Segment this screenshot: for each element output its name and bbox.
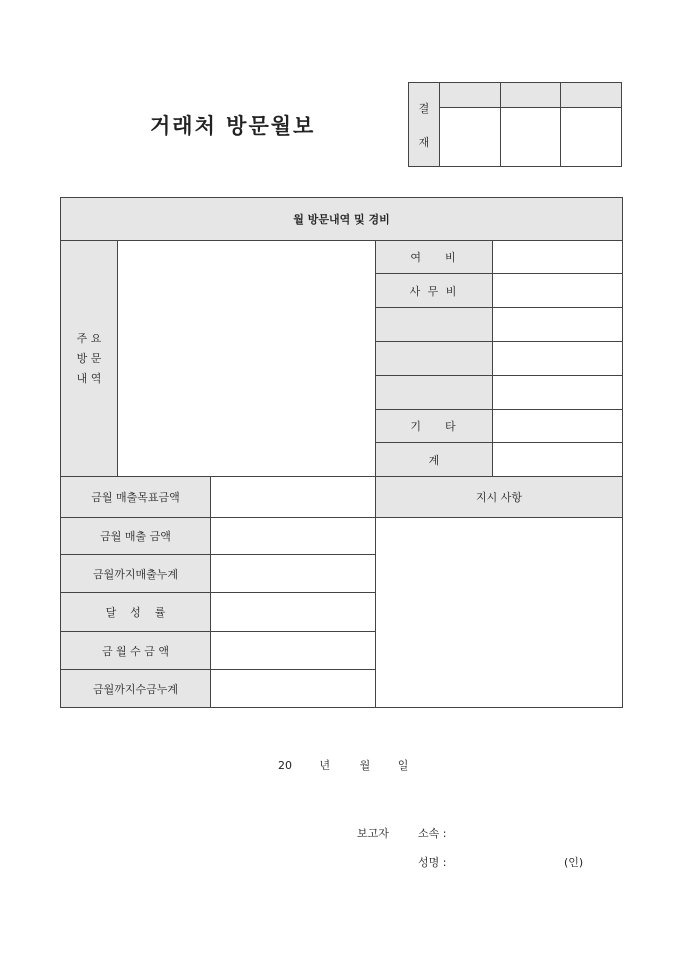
expense-value-blank-3[interactable] bbox=[493, 376, 623, 410]
instructions-label: 지시 사항 bbox=[376, 477, 623, 518]
approval-box bbox=[408, 82, 622, 167]
expense-value-total[interactable] bbox=[493, 443, 623, 477]
metric-value-sales-cumulative[interactable] bbox=[211, 555, 376, 593]
expense-value-travel[interactable] bbox=[493, 241, 623, 274]
expense-label-blank-2[interactable] bbox=[376, 342, 493, 376]
expense-label-blank-3[interactable] bbox=[376, 376, 493, 410]
visit-details-field[interactable] bbox=[118, 241, 376, 477]
metric-value-sales[interactable] bbox=[211, 518, 376, 555]
expense-value-office[interactable] bbox=[493, 274, 623, 308]
form-title: 거래처 방문월보 bbox=[150, 113, 316, 138]
name-label: 성명 : bbox=[418, 856, 447, 869]
approval-header-1 bbox=[439, 83, 500, 108]
expense-label-other: 기 타 bbox=[376, 410, 493, 443]
metric-label-sales-target: 금월 매출목표금액 bbox=[61, 477, 211, 518]
expense-value-blank-2[interactable] bbox=[493, 342, 623, 376]
metric-value-collection-cumulative[interactable] bbox=[211, 670, 376, 708]
instructions-field[interactable] bbox=[376, 518, 623, 708]
metric-value-sales-target[interactable] bbox=[211, 477, 376, 518]
approval-header-3 bbox=[561, 83, 622, 108]
metric-label-collection-cumulative: 금월까지수금누계 bbox=[61, 670, 211, 708]
approval-header-2 bbox=[500, 83, 561, 108]
section-title: 월 방문내역 및 경비 bbox=[61, 198, 623, 241]
expense-label-travel: 여 비 bbox=[376, 241, 493, 274]
report-date: 20 년 월 일 bbox=[278, 759, 409, 772]
expense-label-total: 계 bbox=[376, 443, 493, 477]
metric-value-collection[interactable] bbox=[211, 632, 376, 670]
expense-label-blank-1[interactable] bbox=[376, 308, 493, 342]
approval-sign-2[interactable] bbox=[500, 108, 561, 167]
metric-label-sales-cumulative: 금월까지매출누계 bbox=[61, 555, 211, 593]
metric-label-sales: 금월 매출 금액 bbox=[61, 518, 211, 555]
approval-label: 결 재 bbox=[409, 83, 440, 167]
metric-value-achievement-rate[interactable] bbox=[211, 593, 376, 632]
metric-label-achievement-rate: 달 성 률 bbox=[61, 593, 211, 632]
expense-label-office: 사 무 비 bbox=[376, 274, 493, 308]
expense-value-other[interactable] bbox=[493, 410, 623, 443]
seal-mark: (인) bbox=[564, 856, 584, 869]
affiliation-label: 소속 : bbox=[418, 827, 447, 840]
reporter-label: 보고자 bbox=[357, 827, 389, 840]
approval-sign-1[interactable] bbox=[439, 108, 500, 167]
expense-value-blank-1[interactable] bbox=[493, 308, 623, 342]
approval-sign-3[interactable] bbox=[561, 108, 622, 167]
metric-label-collection: 금 월 수 금 액 bbox=[61, 632, 211, 670]
visit-label: 주 요 방 문 내 역 bbox=[61, 241, 118, 477]
report-table bbox=[60, 197, 623, 708]
